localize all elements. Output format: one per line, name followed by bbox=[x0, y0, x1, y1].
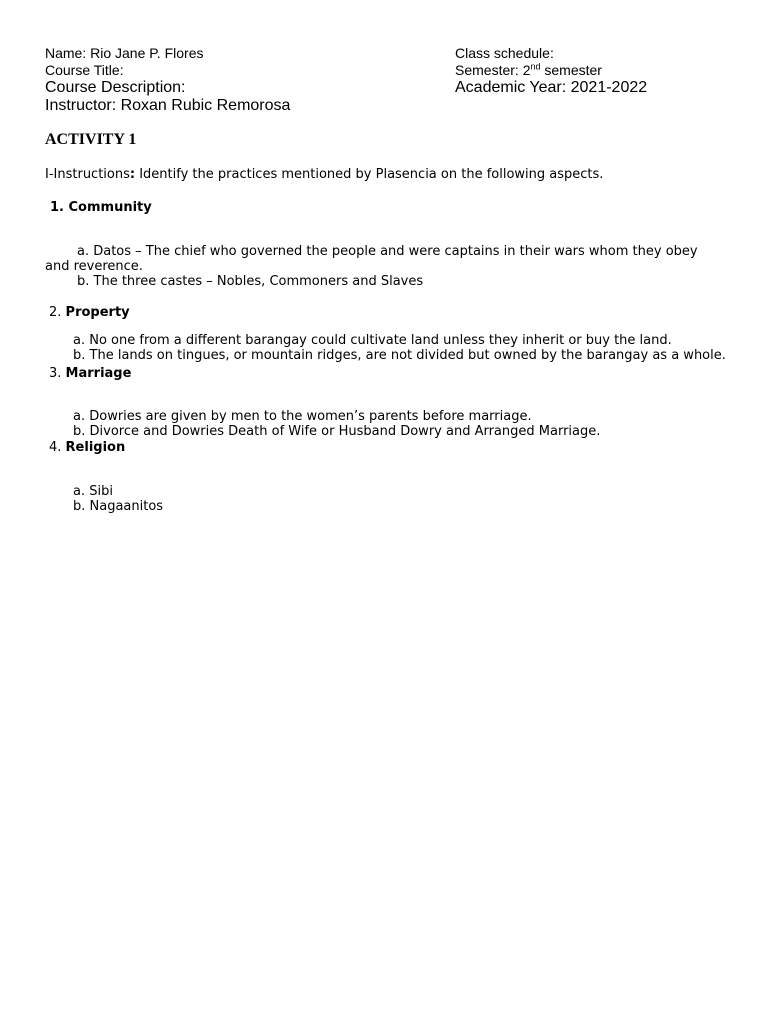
list-item: b. Nagaanitos bbox=[73, 499, 164, 514]
section-title: Property bbox=[65, 305, 130, 320]
section-number: 4. bbox=[49, 440, 62, 455]
course-description: Course Description: bbox=[45, 79, 186, 96]
class-schedule: Class schedule: bbox=[455, 45, 554, 61]
course-title: Course Title: bbox=[45, 62, 124, 78]
activity-title: ACTIVITY 1 bbox=[45, 131, 137, 148]
semester-suffix: semester bbox=[540, 62, 602, 78]
semester bbox=[455, 62, 647, 79]
instructor: Instructor: Roxan Rubic Remorosa bbox=[45, 97, 291, 114]
instructions-colon: : bbox=[129, 167, 136, 182]
header-right-block bbox=[455, 45, 647, 97]
list-item: a. No one from a different barangay could cultivate land unless they inherit or buy the land. bbox=[73, 333, 672, 348]
academic-year: Academic Year: 2021-2022 bbox=[455, 79, 648, 96]
semester-prefix: Semester: 2 bbox=[455, 62, 531, 78]
student-name: Name: Rio Jane P. Flores bbox=[45, 45, 204, 61]
section-number: 3. bbox=[49, 366, 62, 381]
semester-ordinal: nd bbox=[530, 61, 541, 72]
list-item: b. Divorce and Dowries Death of Wife or Husband Dowry and Arranged Marriage. bbox=[73, 424, 601, 439]
list-item: b. The lands on tingues, or mountain ridges, are not divided but owned by the barangay as a whole. bbox=[73, 348, 726, 363]
section-heading-marriage bbox=[49, 366, 131, 381]
section-heading-community bbox=[50, 200, 152, 215]
section-title: Marriage bbox=[65, 366, 132, 381]
instructions bbox=[45, 167, 603, 182]
section-title: Community bbox=[68, 200, 152, 215]
list-item: a. Dowries are given by men to the women’s parents before marriage. bbox=[73, 409, 532, 424]
section-heading-property bbox=[49, 305, 130, 320]
list-item: b. The three castes – Nobles, Commoners and Slaves bbox=[77, 274, 424, 289]
list-item: a. Datos – The chief who governed the people and were captains in their wars whom they obey and reverence. bbox=[45, 244, 698, 274]
list-item: a. Sibi bbox=[73, 484, 113, 499]
section-number: 1. bbox=[50, 200, 64, 215]
instructions-label: I-Instructions bbox=[45, 167, 130, 182]
instructions-text: Identify the practices mentioned by Plasencia on the following aspects. bbox=[135, 167, 604, 182]
section-title: Religion bbox=[65, 440, 126, 455]
section-heading-religion bbox=[49, 440, 125, 455]
section-number: 2. bbox=[49, 305, 62, 320]
header-left-block bbox=[45, 45, 290, 115]
